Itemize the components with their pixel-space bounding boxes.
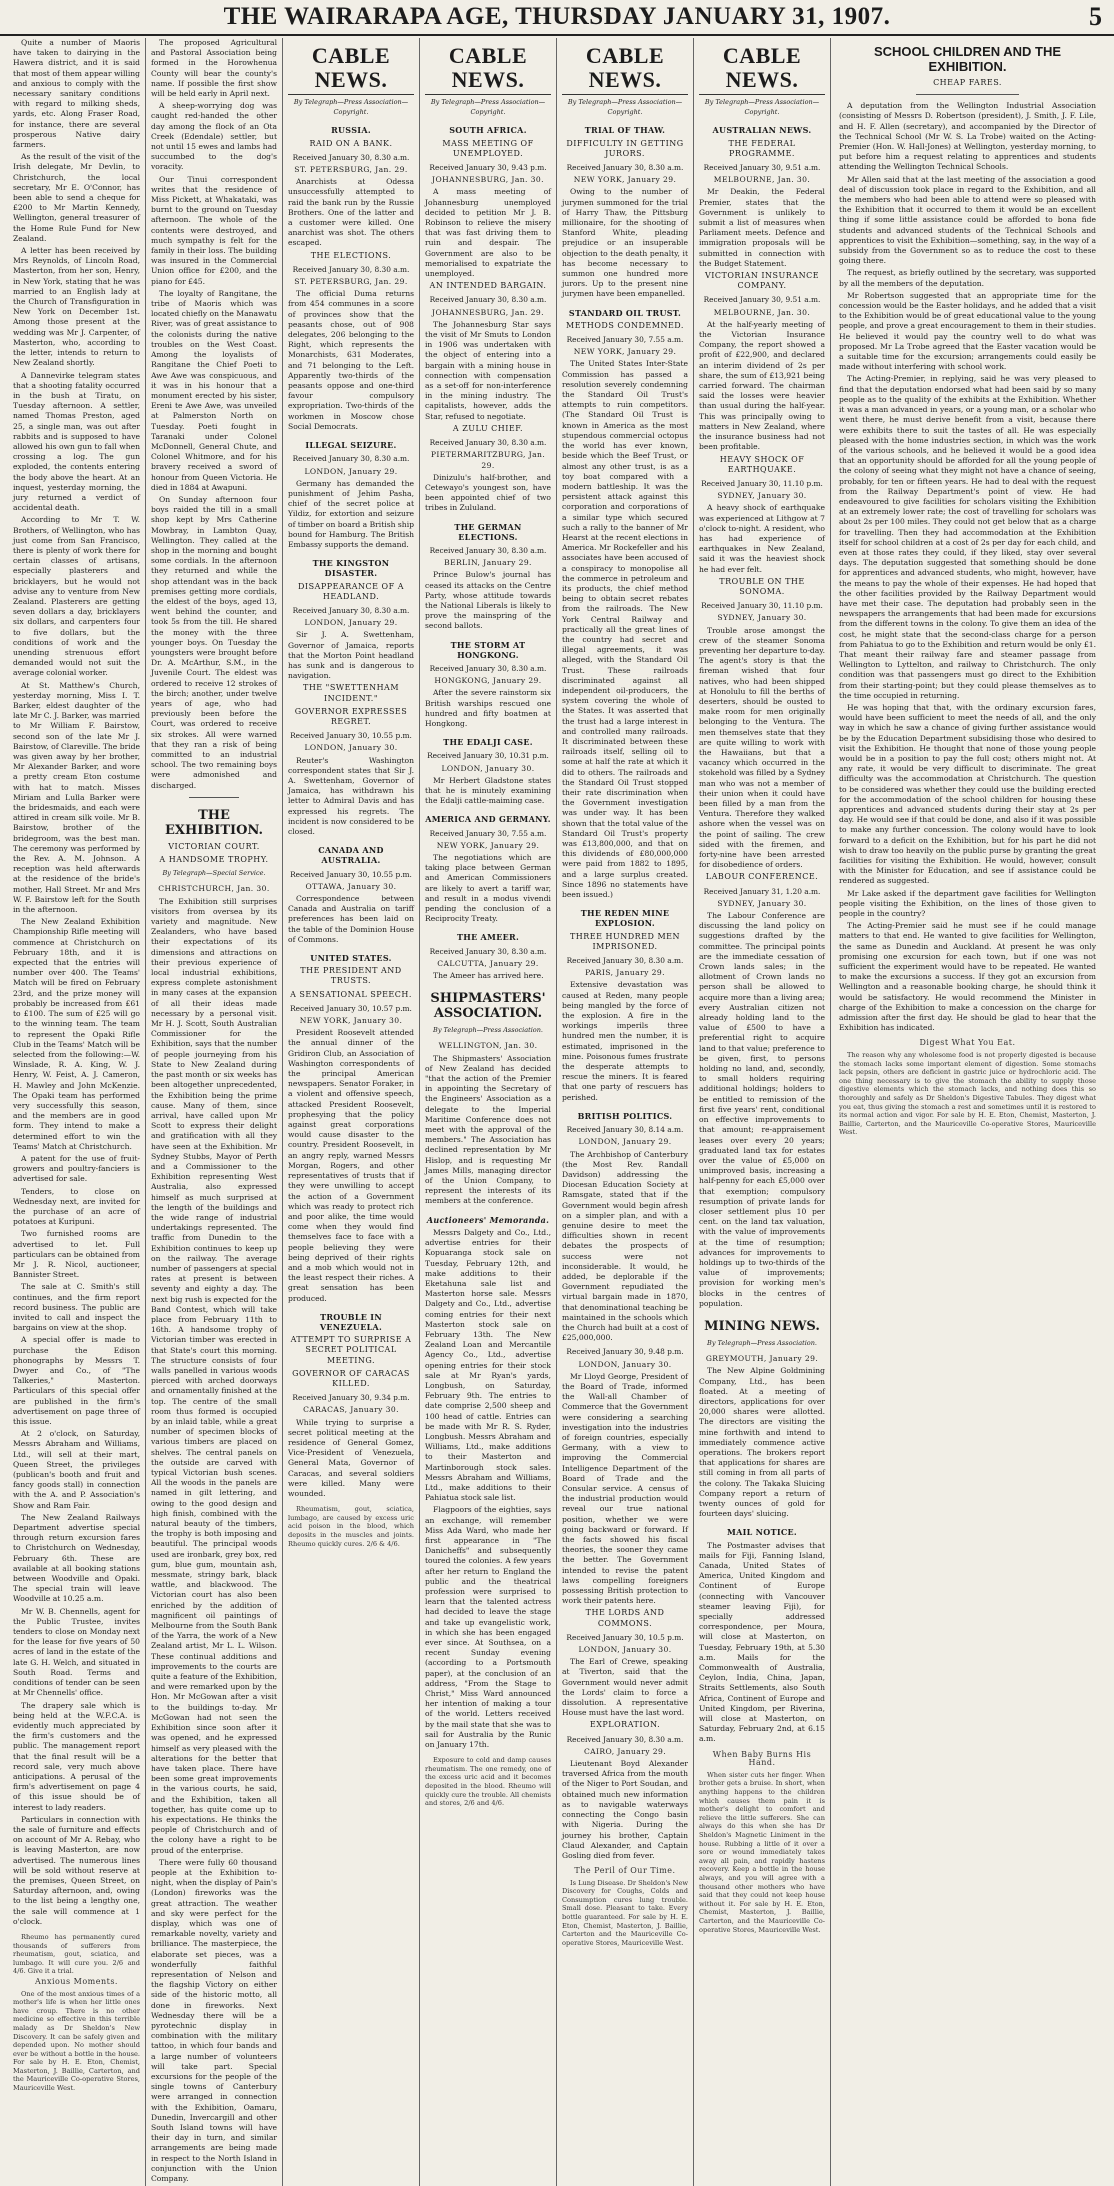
paragraph: The Acting-Premier said he must see if he could manage matters to that end. He wanted to give facilities for Wellington, the same as Dunedin and Auckland. At present he was only promising one excursion for each town, but if one was not sufficient the experiment would have to be repeated. He wanted to make the excursions a success. If they got an excursion from Wellington and a reasonable booking charge, he should think it would be satisfactory. He would recommend the Minister in charge of the Exhibition to make a concession on the charge for admission after the first day. He should be glad to hear that the Exhibition has indicated. — [839, 921, 1096, 1033]
section-heading: MINING NEWS. — [704, 1318, 820, 1334]
dateline: LONDON, January 29. — [304, 466, 398, 476]
paragraph: As the result of the visit of the Irish delegate, Mr Devlin, to Christchurch, the local secretary, Mr E. O'Connor, has been able to send a cheque for £200 to Mr Martin Kennedy, Wellington, general treasurer of the Home Rule Fund for New Zealand. — [13, 152, 140, 243]
subheading: ATTEMPT TO SURPRISE A SECRET POLITICAL MEETING. — [290, 1335, 412, 1365]
section-heading: THE KINGSTON DISASTER. — [312, 558, 390, 579]
section-heading: AMERICA AND GERMANY. — [425, 814, 551, 825]
paragraph: The Shipmasters' Association of New Zealand has decided "that the action of the Premier in appointing the Secretary of the Engineers' Association as a delegate to the Imperial Maritime Conference does not meet with the approval of the members." The Association has declined representation by Mr Hislop, and is requesting Mr James Mills, managing director of the Union Company, to represent the interests of its members at the conference. — [425, 1053, 551, 1206]
paragraph: A patent for the use of fruit-growers and poultry-fanciers is advertised for sale. — [13, 1153, 140, 1184]
subheading: A SENSATIONAL SPEECH. — [290, 989, 412, 999]
received-line: Received January 30, 8.30 a.m. — [292, 152, 410, 162]
paragraph: Owing to the number of jurymen summoned for the trial of Harry Thaw, the Pittsburg millionaire, for the shooting of Stanford White, pleading prejudice or an insuperable objection to the death penalty, it has become necessary to summon one hundred more jurors. Up to the present nine jurymen have been empanelled. — [562, 187, 688, 299]
advert — [288, 1505, 414, 1548]
advert-heading: Anxious Moments. — [35, 1976, 118, 1986]
section-heading: AUSTRALIAN NEWS. — [712, 125, 812, 136]
received-line: Received January 30, 10.31 p.m. — [427, 751, 549, 761]
paragraph: The Exhibition still surprises visitors from oversea by its variety and magnitude. New Zealanders, who have based their expectations of its dimensions and attractions on their previous experience of local industrial exhibitions, express complete astonishment in many cases at the expansion of all their ideas made necessary by a personal visit. Mr H. J. Scott, South Australian Commissioner for the Exhibition, says that the number of people journeying from his State to New Zealand during the past month or six weeks has been altogether unprecedented, the Exhibition being the prime cause. Many of them, since arrival, have called upon Mr Scott to express their delight and gratification with all they have seen at the Exhibition. Mr Sydney Stubbs, Mayor of Perth and a Commissioner to the Exhibition representing West Australia, also expressed himself as much surprised at the length of the buildings and the wide range of industrial undertakings represented. The traffic from Dunedin to the Exhibition continues to keep up on the railway. The average number of passengers at special rates at present is between seventy and eighty a day. The next big rush is expected for the Band Contest, which will take place from February 11th to 16th. A handsome trophy of Victorian timber was erected in that State's court this morning. The structure consists of four walls panelled in various woods pierced with arched doorways and ornamentally finished at the top. The centre of the small room thus formed is occupied by an inlaid table, while a great number of specimen blocks of various timbers are placed on shelves. The central panels on the outside are carved with typical Victorian bush scenes. All the woods in the panels are named in gilt lettering, and owing to the good design and high finish, combined with the natural beauty of the timbers, the trophy is both imposing and beautiful. The principal woods used are ironbark, grey box, red gum, blue gum, mountain ash, messmate, stringy bark, black wattle, and blackwood. The Victorian court has also been enriched by the addition of magnificent oil paintings of Melbourne from the South Bank of the Yarra, the work of a New Zealand artist, Mr L. L. Wilson. These continual additions and improvements to the courts are quite a feature of the Exhibition, and were remarked upon by the Hon. Mr McGowan after a visit to the buildings to-day. Mr McGowan had not seen the Exhibition since soon after it was opened, and he expressed himself as very pleased with the alterations for the better that have taken place. There have been some great improvements in the various courts, he said, and the Exhibition, taken all together, has quite come up to his expectations. He thinks the people of Christchurch and of the colony have a right to be proud of the enterprise. — [151, 896, 277, 1855]
received-line: Received January 30, 9.51 a.m. — [703, 295, 821, 305]
paragraph: Correspondence between Canada and Australia on tariff preferences has been laid on the table of the Dominion House of Commons. — [288, 894, 414, 944]
paragraph: The New Zealand Railways Department advertise special through return excursion fares to Christchurch on Wednesday, February 6th. These are available at all booking stations between Woodville and Opaki. The special train will leave Woodville at 10.25 a.m. — [13, 1512, 140, 1604]
paragraph: The Labour Conference are discussing the land policy on suggestions drafted by the committee. The principal points are the immediate cessation of Crown lands sales; in the allotment of Crown lands no person shall be allowed to acquire more than a living area; every Australian citizen not already holding land to the value of £500 to have a preferential right to acquire land to that value; preference to be given, first, to persons holding no land, and, secondly, to small holders requiring additional holdings; holders to be entitled to remission of the first five years' rent, conditional on effective improvements to that amount; re-appraisement leases over every 20 years; graduated land tax for estates over the value of £5,000 on unimproved basis, increasing a half-penny for each £5,000 over that exemption; compulsory resumption of private lands for closer settlement plus 10 per cent. on the land tax valuation, with the value of improvements at the time of resumption; advances for improvements to holdings up to two-thirds of the value of improvements; provision for working men's blocks in the centres of population. — [699, 911, 825, 1308]
dateline: OTTAWA, January 30. — [305, 881, 397, 891]
byline: By Telegraph—Special Service. — [162, 869, 266, 878]
paragraph: At St. Matthew's Church, yesterday morning, Miss I. T. Barker, eldest daughter of the late Mr C. J. Barker, was married to Mr William F. Bairstow, second son of the late Mr J. Bairstow, of Clareville. The bride was given away by her brother, Mr Alexander Barker, and wore a pretty cream Eton costume with hat to match. Misses Miriam and Lulla Barker were the bridesmaids, and each were attired in cream silk voile. Mr B. Bairstow, brother of the bridegroom, was the best man. The ceremony was performed by the Rev. A. M. Johnson. A reception was held afterwards at the residence of the bride's mother, Hall Street. Mr and Mrs W. F. Bairstow left for the South in the afternoon. — [13, 680, 140, 915]
column-1 — [8, 38, 145, 2186]
byline: By Telegraph—Press Association. — [707, 1338, 817, 1347]
byline: By Telegraph—Press Association—Copyright. — [293, 98, 409, 117]
paragraph: The official Duma returns from 454 communes in a score of provinces show that the peasants chose, out of 908 delegates, 206 belonging to the Right, which represents the Monarchists, 631 Moderates, and 71 belonging to the Left. Apparently two-thirds of the peasants oppose and one-third favour compulsory expropriation. Two-thirds of the workmen in Moscow chose Social Democrats. — [288, 289, 414, 431]
received-line: Received January 30, 10.55 p.m. — [290, 731, 412, 741]
dateline: ST. PETERSBURG, Jan. 29. — [294, 165, 408, 175]
paragraph: The Acting-Premier, in replying, said he was very pleased to find that the deputation endorsed what had been said by so many people as to the quality of the exhibits at the Exhibition. Whether it was a man advanced in years, or a young man, or a scholar who went there, he must derive benefit from a visit, because there were exhibits there to suit the tastes of all. He was especially pleased with the home industries section, in which was the work of the various schools, and he believed it would be a good idea that an opportunity should be afforded for all the young people of the colony of seeing what they might not have a chance of seeing, probably, for ten or fifteen years. He had to deal with the request from the Railway Department's point of view. He had endeavoured to give facilities for scholars visiting the Exhibition at an extremely lower rate; the cost of travelling for scholars was about 2s per 100 miles. They could not get below that as a charge for travelling. Then they had accommodation at the Exhibition itself for school children at a cost of 2s per day for each child, and even at those rates they could, if they liked, stay over several days. The deputation suggested that something should be done for apprentices and advanced students, who might, however, have the means to pay the whole of their expenses. He had hoped that the other facilities provided by the Railway Department would have met their case. The deputation had probably seen in the newspapers the arrangements that had been made for excursions from the different towns in the colony. To give them an idea of the cost, he might state that the second-class charge for a person from Pahiatua to go to the Exhibition and return would be only £1. That meant their railway fare and steamer passage from Wellington to Lyttelton, and railway to Christchurch. The only condition was that passengers must go direct to the Exhibition from their starting-point; but they could please themselves as to the time occupied in returning. — [839, 374, 1097, 700]
subheading: THE PRESIDENT AND TRUSTS. — [300, 966, 402, 986]
advert — [839, 1039, 1096, 1137]
subheading: TROUBLE ON THE SONOMA. — [719, 576, 805, 596]
received-line: Received January 30, 8.30 a.m. — [566, 163, 684, 173]
subheading: VICTORIAN INSURANCE COMPANY. — [704, 271, 820, 291]
dateline: LONDON, January 30. — [441, 763, 535, 773]
divider — [189, 797, 239, 798]
masthead — [0, 0, 1114, 36]
subheading: THE "SWETTENHAM INCIDENT." — [302, 683, 400, 703]
dateline: PIETERMARITZBURG, Jan. 29. — [430, 450, 546, 470]
section-heading: THE REDEN MINE EXPLOSION. — [580, 908, 670, 929]
advert — [425, 1756, 551, 1808]
received-line: Received January 30, 9.48 p.m. — [566, 1347, 684, 1357]
subheading: THE LORDS AND COMMONS. — [585, 1608, 665, 1628]
section-heading: ILLEGAL SEIZURE. — [305, 440, 397, 451]
dateline: NEW YORK, January 29. — [436, 840, 540, 850]
paragraph: The Postmaster advises that mails for Fiji, Fanning Island, Canada, United States of America, United Kingdom and Continent of Europe (connecting with Vancouver steamer leaving Fiji), for specially addressed correspondence, per Moura, will close at Masterton, on Tuesday, February 19th, at 5.30 a.m. Mails for the Commonwealth of Australia, Ceylon, India, China, Japan, Straits Settlements, also South Africa, Continent of Europe and United Kingdom, per Riverina, will close at Masterton, on Saturday, February 2nd, at 6.15 a.m. — [699, 1540, 825, 1744]
paragraph: There were fully 60 thousand people at the Exhibition to-night, when the display of Pain's (London) fireworks was the great attraction. The weather and sky were perfect for the display, which was one of remarkable novelty, variety and brilliance. The masterpiece, the elaborate set pieces, was a wonderfully faithful representation of Nelson and the flagship Victory on either side of the historic motto, all done in fireworks. Next Wednesday there will be a pyrotechnic display in combination with the military tattoo, in which four bands and a large number of volunteers will take part. Special excursions for the people of the single towns of Canterbury were arranged in connection with the Exhibition, Oamaru, Dunedin, Invercargill and other South Island towns will have their day in turn, and similar arrangements are being made in respect to the North Island in conjunction with the Union Company. — [151, 1857, 277, 2184]
subheading: METHODS CONDEMNED. — [566, 320, 684, 330]
dateline: NEW YORK, January 29. — [573, 347, 677, 357]
paragraph: Particulars in connection with the sale of furniture and effects on account of Mr A. Rebay, who is leaving Masterton, are now advertised. The numerous lines will be sold without reserve at the premises, Queen Street, on Saturday afternoon, and, owing to the list being a lengthy one, the sale will commence at 1 o'clock. — [13, 1814, 140, 1926]
advert — [699, 1751, 825, 1934]
paragraph: Two furnished rooms are advertised to let. Full particulars can be obtained from Mr J. R. Nicol, auctioneer, Bannister Street. — [13, 1229, 140, 1280]
paragraph: Prince Bulow's journal has ceased its attacks on the Centre Party, whose attitude towards the National Liberals is likely to prove the mainspring of the second ballots. — [425, 570, 551, 631]
dateline: GREYMOUTH, January 29. — [705, 1354, 819, 1364]
paragraph: The Archbishop of Canterbury (the Most Rev. Randall Davidson) addressing the Diocesan Education Society at Ramsgate, stated that if the Government would begin afresh on a simpler plan, and with a genuine desire to meet the difficulties shown in recent debates the prospects of success were not inconsiderable. It would, he added, be deplorable if the Government repudiated the virtual bargain made in 1870, that denominational teaching be maintained in the schools which the Church had built at a cost of £25,000,000. — [562, 1149, 688, 1343]
received-line: Received January 30, 8.30 a.m. — [429, 545, 547, 555]
advert-text: One of the most anxious times of a mother's life is when her little ones have croup. There is no other medicine so effective in this terrible malady as Dr Sheldon's New Discovery. It can be safely given and depended upon. No mother should ever be without a bottle in the house. For sale by H. E. Eton, Chemist, Masterton, J. Baillie, Carterton, and the Mauriceville Co-operative Stores, Mauriceville West. — [13, 1989, 140, 2093]
divider — [916, 94, 1019, 95]
paragraph: Mr Lake asked if the department gave facilities for Wellington people visiting the Exhibition, on the lines of those given to people in the country? — [839, 888, 1096, 919]
received-line: Received January 30, 9.34 p.m. — [292, 1393, 410, 1403]
cable-news-heading: CABLE NEWS. — [288, 44, 414, 95]
dateline: ST. PETERSBURG, Jan. 29. — [294, 277, 408, 287]
dateline: PARIS, January 29. — [585, 968, 665, 978]
section-heading: SOUTH AFRICA. — [449, 125, 527, 136]
received-line: Received January 30, 9.51 a.m. — [703, 163, 821, 173]
dateline: NEW YORK, January 30. — [299, 1016, 403, 1026]
article-headline: SCHOOL CHILDREN AND THE EXHIBITION. — [873, 44, 1062, 74]
paragraph: Anarchists at Odessa unsuccessfully attempted to raid the bank run by the Russie Brothers. One of the latter and a customer were killed. One anarchist was shot. The others escaped. — [288, 177, 414, 248]
paragraph: Lieutenant Boyd Alexander traversed Africa from the mouth of the Niger to Port Soudan, and obtained much new information as to navigable waterways connecting the Congo basin with Nigeria. During the journey his brother, Captain Claud Alexander, and Captain Gosling died from fever. — [562, 1759, 688, 1860]
subheading: A ZULU CHIEF. — [452, 423, 524, 433]
subheading: GOVERNOR OF CARACAS KILLED. — [292, 1368, 410, 1388]
section-heading: THE EDALJI CASE. — [443, 737, 533, 748]
advert-text: The reason why any wholesome food is not properly digested is because the stomach lacks some important element of digestion. Some stomachs lack pepsin, others are deficient in gastric juice or hydrochloric acid. The one thing necessary is to give the stomach the ability to supply those digestive elements which the stomach lacks, and nothing does this so thoroughly and safely as Dr Sheldon's Digestive Tabules. They digest what you eat, thus giving the stomach a rest and sometimes until it is restored to its normal action and vigor. For sale by H. E. Eton, Chemist, Masterton, J. Baillie, Carterton, and the Mauriceville Co-operative Stores, Mauriceville West. — [839, 1051, 1096, 1137]
paragraph: Reuter's Washington correspondent states that Sir J. A. Swettenham, Governor of Jamaica, has withdrawn his letter to Admiral Davis and has expressed his regrets. The incident is now considered to be closed. — [288, 755, 414, 836]
paragraph: A sheep-worrying dog was caught red-handed the other day among the flock of an Ota Creek (Edendale) settler, but not until 15 ewes and lambs had succumbed to the dog's voracity. — [151, 101, 277, 172]
advert-text: Is Lung Disease. Dr Sheldon's New Discovery for Coughs, Colds and Consumption cures lung trouble. Small dose. Pleasant to take. Every bottle guaranteed. For sale by H. E. Eton, Chemist, Masterton, J. Baillie, Carterton and the Mauriceville Co-operative Stores, Mauriceville West. — [562, 1878, 688, 1947]
paragraph: Tenders, to close on Wednesday next, are invited for the purchase of an acre of potatoes at Kuripuni. — [13, 1186, 140, 1227]
paragraph: The Johannesburg Star says the visit of Mr Smuts to London in 1906 was undertaken with the object of entering into a bargain with a mining house in connection with compensation as a set-off for non-interference in the mining industry. The capitalists, however, adds the Star, refused to negotiate. — [425, 319, 551, 421]
paragraph: Mr Robertson suggested that an appropriate time for the concession would be the Easter holidays, and he added that a visit to the Exhibition would be of great educational value to the young people, and prove a great encouragement to them in their studies. He believed it would pay the country well to do what was proposed. Mr La Trobe agreed that the Easter vacation would be a suitable time for the excursion; arrangements could easily be made without interfering with school work. — [839, 290, 1096, 372]
dateline: LONDON, January 29. — [304, 618, 398, 628]
section-heading: STANDARD OIL TRUST. — [568, 307, 682, 318]
paragraph: The United States Inter-State Commission has passed a resolution severely condemning the Standard Oil Trust's attempts to ruin competitors. (The Standard Oil Trust is known in America as the most stupendous commercial octopus the world has ever known, beside which the Beef Trust, or almost any other trust, is as a toy boat compared with a modern battleship. It was the persistent attack against this corporation and corporations of a similar type which secured such a rally to the banner of Mr Hearst at the recent elections in America. Mr Rockefeller and his associates have been accused of a conspiracy to monopolise all the commerce in petroleum and its products, the chief method being to obtain secret rebates from the railroads. The New York Central Railway and practically all the great lines of the country had secret and illegal agreements, it was alleged, with the Standard Oil Trust. These railroads discriminated against all independent oil-producers, the system covering the whole of the States. It was asserted that the trust had a large interest in and controlled many railroads. It discriminated between these railroads itself, selling oil to some at half the rate at which it did to others. The railroads and the Standard Oil Trust stopped their rate discrimination when the Government investigation was under way. It has been shown that the total value of the Standard Oil Trust's property was £13,800,000, and that on this dividends of £80,000,000 were paid from 1882 to 1895, and a large surplus created. Since 1896 no statements have been issued.) — [562, 359, 688, 900]
cable-news-heading: CABLE NEWS. — [699, 44, 825, 95]
section-heading: BRITISH POLITICS. — [577, 1110, 673, 1121]
section-heading: UNITED STATES. — [310, 953, 392, 964]
paragraph: The New Zealand Exhibition Championship Rifle meeting will commence at Christchurch on February 18th, and it is expected that the entries will number over 400. The Teams' Match will be fired on February 23rd, and the prize money will probably be increased from £61 to £100. The sum of £25 will go to the winning team. The team to represent the Opaki Rifle Club in the Teams' Match will be selected from the following:—W. Winslade, R. A. King, W. J. Henry, W. Feist, A. J. Cameron, H. Mawley and John McKenzie. The Opaki team has performed very successfully this season, and the members are in good form. They intend to make a determined effort to win the Teams' Match at Christchurch. — [13, 917, 140, 1151]
paragraph: At the half-yearly meeting of the Victorian Insurance Company, the report showed a profit of £22,900, and declared an interim dividend of 2s per share, the sum of £13,921 being carried forward. The chairman said the losses were heavier than usual during the half-year. This was principally owing to matters in New Zealand, where the insurance business had not been profitable. — [699, 319, 825, 452]
paragraph: After the severe rainstorm six British warships rescued one hundred and fifty boatmen at Hongkong. — [425, 688, 551, 728]
page-number: 5 — [1089, 2, 1102, 31]
received-line: Received January 30, 10.55 p.m. — [290, 869, 412, 879]
dateline: LONDON, January 30. — [578, 1645, 672, 1655]
subheading: DIFFICULTY IN GETTING JURORS. — [566, 138, 684, 158]
paragraph: A special offer is made to purchase the Edison phonographs by Messrs T. Dwyer and Co., of "The Talkeries," Masterton. Particulars of this special offer are published in the firm's advertisement on page three of this issue. — [13, 1335, 140, 1427]
paragraph: A mass meeting of Johannesburg unemployed decided to petition Mr J. B. Robinson to relieve the misery that was fast driving them to ruin and despair. The Government are also to be memorialised to expatriate the unemployed. — [425, 187, 551, 279]
section-heading: SHIPMASTERS' ASSOCIATION. — [430, 991, 546, 1022]
subheading: GOVERNOR EXPRESSES REGRET. — [294, 706, 408, 726]
received-line: Received January 31, 1.20 a.m. — [703, 886, 821, 896]
section-heading: TRIAL OF THAW. — [584, 125, 666, 136]
paragraph: A heavy shock of earthquake was experienced at Lithgow at 7 o'clock to-night. A resident, who has had experience of earthquakes in New Zealand, said it was the heaviest shock he had ever felt. — [699, 503, 825, 574]
advert-text: When sister cuts her finger. When brother gets a bruise. In short, when anything happens to the children which causes them pain it is mother's delight to comfort and relieve the little sufferers. She can always do this when she has Dr Sheldon's Magnetic Liniment in the house. Rubbing a little of it over a sore or wound immediately takes away all pain, and rapidly hastens recovery. Keep a bottle in the house always, and you will agree with a thousand other mothers who have said that they could not keep house without it. For sale by H. E. Eton, Chemist, Masterton, J. Baillie, Carterton, and the Mauriceville Co-operative Stores, Mauriceville West. — [699, 1770, 825, 1934]
received-line: Received January 30, 8.30 a.m. — [429, 946, 547, 956]
byline: By Telegraph—Press Association—Copyright. — [430, 98, 546, 117]
dateline: CALCUTTA, January 29. — [437, 958, 539, 968]
dateline: WELLINGTON, Jan. 30. — [438, 1041, 538, 1051]
byline: By Telegraph—Press Association—Copyright. — [704, 98, 820, 117]
dateline: LONDON, January 30. — [304, 743, 398, 753]
dateline: SYDNEY, January 30. — [717, 491, 807, 501]
section-heading: THE GERMAN ELECTIONS. — [454, 521, 522, 542]
paragraph: Mr Herbert Gladstone states that he is minutely examining the Edalji cattle-maiming case. — [425, 775, 551, 806]
paragraph: Mr Allen said that at the last meeting of the association a good deal of discussion took place in regard to the Exhibition, and all the members who had been able to attend were so pleased with the Exhibition that it occurred to them it would be an excellent thing if some little assistance could be afforded to bona fide students and advanced students of the Technical Schools and apprentices to visit the Exhibition—something, say, in the way of a subsidy from the Government so as to reduce the cost to these going there. — [839, 174, 1096, 266]
dateline: NEW YORK, January 29. — [573, 175, 677, 185]
received-line: Received January 30, 7.55 a.m. — [566, 335, 684, 345]
paragraph: A letter has been received by Mrs Reynolds, of Lincoln Road, Masterton, from her son, Henry, in New York, stating that he was married to an English lady at the Church of Transfiguration in New York on December 1st. Among those present at the wedding was Mr J. Carpenter, of Masterton, who, according to the letter, intends to return to New Zealand shortly. — [13, 246, 140, 368]
received-line: Received January 30, 8.14 a.m. — [566, 1125, 684, 1135]
paragraph: The loyalty of Rangitane, the tribe of Maoris which was located chiefly on the Manawatu River, was of great assistance to the colonists during the native troubles on the West Coast. Among the loyalists of Rangitane the Chief Poeti to Awe Awe was conspicuous, and it was in his honour that a monument erected by his sister, Ereni te Awe Awe, was unveiled at Palmerston North on Tuesday. Poeti fought in Taranaki under Colonel McDonnell, General Chute, and Colonel Whitmore, and for his bravery received a sword of honour from Queen Victoria. He died in 1884 at Awapuni. — [151, 288, 277, 492]
dateline: BERLIN, January 29. — [444, 558, 532, 568]
paragraph: Messrs Dalgety and Co., Ltd., advertise entries for their Kopuaranga stock sale on Tuesday, February 12th, and make additions to their Eketahuna sale list and Masterton horse sale. Messrs Dalgety and Co., Ltd., advertise coming entries for their next Masterton stock sale on February 13th. The New Zealand Loan and Mercantile Agency Co., Ltd., advertise opening entries for their stock sale at Mr Ryan's yards, Longbush, on Saturday, February 9th. The entries to date comprise 2,500 sheep and 100 head of cattle. Entries can be made with Mr R. S. Ryder, Longbush. Messrs Abraham and Williams, Ltd., make additions to their Masterton and Martinborough stock sales. Messrs Abraham and Williams, Ltd., make additions to their Pahiatua stock sale list. — [425, 1227, 551, 1503]
received-line: Received January 30, 8.30 a.m. — [292, 605, 410, 615]
advert — [13, 1933, 140, 2093]
received-line: Received January 30, 9.43 p.m. — [429, 163, 547, 173]
paragraph: Germany has demanded the punishment of Jehim Pasha, chief of the secret police at Yildiz, for extortion and seizure of timber on board a British ship bound for Hamburg. The British Embassy supports the demand. — [288, 478, 414, 549]
advert-text: Rheumatism, gout, sciatica, lumbago, are caused by excess uric acid poison in the blood, which deposits in the muscles and joints. Rheumo quickly cures. 2/6 & 4/6. — [288, 1505, 414, 1548]
paragraph: A Dannevirke telegram states that a shooting fatality occurred in the bush at Tiratu, on Tuesday afternoon. A settler, named Thomas Preston, aged 25, a single man, was out after rabbits and is supposed to have allowed his own gun to fall when crossing a log. The gun exploded, the contents entering the body above the heart. At an inquest, yesterday morning, the jury returned a verdict of accidental death. — [13, 370, 140, 513]
paragraph: He was hoping that that, with the ordinary excursion fares, would have been sufficient to meet the needs of all, and the only way in which he saw a chance of giving further assistance would be by the Education Department subsidising those who desired to visit the Exhibition. He thought that none of those young people would be in a position to pay the full cost; others might not. At any rate, it would be very difficult to discriminate. The great difficulty was the accommodation at Christchurch. The question to be considered was whether they could use the building erected for the accommodation of the school children for housing these apprentices and advanced students during their stay at 2s per day. He would see if that could be done, and also if it was possible to make any further concession. The colony would have to look forward to a deficit on the Exhibition, but for his part he did not wish to draw too heavily on the public purse by granting the great facilities for visiting the Exhibition. He would, however, consult with the Minister for Education, and see if assistance could be rendered as suggested. — [839, 702, 1096, 886]
dateline: CHRISTCHURCH, Jan. 30. — [158, 884, 270, 894]
received-line: Received January 30, 8.30 a.m. — [566, 1734, 684, 1744]
paragraph: The drapery sale which is being held at the W.F.C.A. is evidently much appreciated by the firm's customers and the public. The management report that the final result will be a record sale, very much above anticipations. A perusal of the firm's advertisement on page 4 of this issue should be of interest to lady readers. — [13, 1700, 140, 1812]
paragraph: On Sunday afternoon four boys raided the till in a small shop kept by Mrs Catherine Mowbray, in Lambton Quay, Wellington. They called at the shop in the morning and bought some cordials. In the afternoon they returned and while the shop attendant was in the back premises getting more cordials, the eldest of the boys, aged 13, went behind the counter, and took 5s from the till. He shared the money with the three younger boys. On Tuesday the youngsters were brought before Dr. A. McArthur, S.M., in the Juvenile Court. The eldest was ordered to receive 12 strokes of the birch; another, under twelve years of age, who had previously been before the Court, was ordered to receive six strokes. All were warned that they ran a risk of being committed to an industrial school. The two remaining boys were admonished and discharged. — [151, 494, 277, 790]
dateline: SYDNEY, January 30. — [717, 613, 807, 623]
paragraph: Mr W. B. Chennells, agent for the Public Trustee, invites tenders to close on Monday next for the lease for five years of 50 acres of land in the estate of the late G. H. Welch, and situated in South Road. Terms and conditions of tender can be seen at Mr Chennells' office. — [13, 1606, 140, 1698]
subheading: THE ELECTIONS. — [310, 250, 392, 260]
advert-text: Exposure to cold and damp causes rheumatism. The one remedy, one of the excess uric acid and it becomes deposited in the blood. Rheumo will quickly cure the trouble. All chemists and stores, 2/6 and 4/6. — [425, 1756, 551, 1808]
section-heading: CANADA AND AUSTRALIA. — [318, 845, 384, 866]
column-7 — [830, 38, 1104, 2186]
column-6 — [693, 38, 830, 2186]
dateline: MELBOURNE, Jan. 30. — [713, 175, 811, 185]
section-heading: THE STORM AT HONGKONG. — [450, 639, 526, 660]
paragraph: The Ameer has arrived here. — [433, 971, 544, 981]
subheading: EXPLORATION. — [589, 1720, 661, 1730]
subheading: DISAPPEARANCE OF A HEADLAND. — [298, 581, 404, 601]
paragraph: A deputation from the Wellington Industrial Association (consisting of Messrs D. Robertson (president), J. Smith, J. F. Lile, and H. F. Allen (secretary), and accompanied by the Director of the Technical School (Mr W. S. La Trobe) waited on the Acting-Premier (Hon. W. Hall-Jones) at Wellington, yesterday morning, to put before him a request relating to apprentices and students attending the Wellington Technical Schools. — [839, 101, 1096, 172]
received-line: Received January 30, 11.10 p.m. — [701, 601, 823, 611]
section-heading: TROUBLE IN VENEZUELA. — [319, 1311, 383, 1332]
subheading: THE FEDERAL PROGRAMME. — [728, 138, 796, 158]
columns — [8, 38, 1108, 2184]
received-line: Received January 30, 8.30 a.m. — [429, 438, 547, 448]
received-line: Received January 30, 8.30 a.m. — [292, 454, 410, 464]
received-line: Received January 30, 7.55 a.m. — [429, 828, 547, 838]
received-line: Received January 30, 8.30 a.m. — [292, 264, 410, 274]
dateline: SYDNEY, January 30. — [717, 898, 807, 908]
paragraph: Mr Lloyd George, President of the Board of Trade, informed the Wall-all Chamber of Commerce that the Government were considering a searching investigation into the industries of foreign countries, especially Germany, with a view to improving the Commercial Intelligence Department of the Board of Trade and the Consular service. A census of the industrial production would reveal our true national position, whether we were going backward or forward. If the facts showed his fiscal theories, the sooner they came the better. The Government intended to revise the patent laws compelling foreigners possessing British protection to work their patents here. — [562, 1371, 688, 1606]
subheading: THREE HUNDRED MEN IMPRISONED. — [569, 931, 681, 951]
section-heading: RUSSIA. — [331, 125, 371, 136]
paragraph: The proposed Agricultural and Pastoral Association being formed in the Horowhenua County will bear the county's name. If possible the first show will be held early in April next. — [151, 38, 277, 99]
paragraph: Trouble arose amongst the crew of the steamer Sonoma preventing her departure to-day. The agent's story is that the fireman wished that four natives, who had been shipped at Honolulu to fill the berths of deserters, should be ousted to make room for men originally belonging to the Ventura. The men themselves state that they are quite willing to work with the Hawaiians, but that a vacancy which occurred in the stokehold was filled by a Sydney man who was not a member of their union when it could have been filled by a man from the Ventura. Therefore they walked ashore when the vessel was on the point of sailing. The crew sided with the firemen, and forty-nine have been arrested for disobedience of orders. — [699, 625, 825, 870]
advert-heading: Digest What You Eat. — [919, 1038, 1016, 1048]
subheading: A HANDSOME TROPHY. — [159, 855, 269, 865]
byline: By Telegraph—Press Association—Copyright. — [567, 98, 683, 117]
paragraph: Extensive devastation was caused at Reden, many people being mangled by the force of the explosion. A fire in the workings imperils three hundred men the number, it is estimated, imprisoned in the mine. Poisonous fumes frustrate the desperate attempts to rescue the miners. It is feared that one party of rescuers has perished. — [562, 980, 688, 1102]
subheading: AN INTENDED BARGAIN. — [429, 281, 547, 291]
paragraph: The Earl of Crewe, speaking at Tiverton, said that the Government would never admit the Lords' claim to force a dissolution. A representative House must have the last word. — [562, 1657, 688, 1718]
subheading: CHEAP FARES. — [933, 78, 1002, 87]
dateline: LONDON, January 30. — [578, 1359, 672, 1369]
advert — [562, 1867, 688, 1947]
dateline: LONDON, January 29. — [578, 1137, 672, 1147]
paragraph: The New Alpine Goldmining Company, Ltd., has been floated. At a meeting of directors, applications for over 20,000 shares were allotted. The directors are visiting the mine forthwith and intend to immediately commence active operations. The brokers report that applications for shares are still coming in from all parts of the colony. The Takaka Sluicing Company report a return of twenty ounces of gold for fourteen days' sluicing. — [699, 1366, 825, 1519]
received-line: Received January 30, 8.30 a.m. — [566, 956, 684, 966]
subheading: MASS MEETING OF UNEMPLOYED. — [442, 138, 534, 158]
advert-heading: The Peril of Our Time. — [574, 1866, 676, 1876]
paragraph: Sir J. A. Swettenham, Governor of Jamaica, reports that the Morton Point headland has sunk and is dangerous to navigation. — [288, 630, 414, 681]
paragraph: The request, as briefly outlined by the secretary, was supported by all the members of the deputation. — [839, 268, 1096, 288]
received-line: Received January 30, 10.57 p.m. — [290, 1003, 412, 1013]
cable-news-heading: CABLE NEWS. — [562, 44, 688, 95]
paragraph: At 2 o'clock, on Saturday, Messrs Abraham and Williams, Ltd., will sell at their mart, Queen Street, the privileges (publican's booth and fruit and fancy goods stall) in connection with the A. and P. Association's Show and Ram Fair. — [13, 1429, 140, 1510]
dateline: MELBOURNE, Jan. 30. — [713, 307, 811, 317]
column-2 — [145, 38, 282, 2186]
dateline: CAIRO, January 29. — [583, 1746, 667, 1756]
advert-heading: When Baby Burns His Hand. — [712, 1749, 812, 1768]
paragraph: The sale at C. Smith's still continues, and the firm report record business. The public are invited to call and inspect the bargains on view at the shop. — [13, 1282, 140, 1333]
section-heading: MAIL NOTICE. — [726, 1527, 798, 1538]
paragraph: Flagpoors of the eighties, says an exchange, will remember Miss Ada Ward, who made her first appearance in "The Danicheffs" and subsequently toured the colonies. A few years after her return to England the public and the theatrical profession were surprised to learn that the talented actress had decided to leave the stage and take up evangelistic work, in which she has been engaged ever since. At Southsea, on a recent Sunday evening (according to a Portsmouth paper), at the conclusion of an address, "From the Stage to Christ," Miss Ward announced her intention of making a tour of the world. Letters received by the mail state that she was to sail for Australia by the Runic on January 17th. — [425, 1505, 551, 1750]
dateline: JOHANNESBURG, Jan. 29. — [432, 307, 544, 317]
column-3 — [282, 38, 419, 2186]
received-line: Received January 30, 8.30 a.m. — [429, 295, 547, 305]
subheading: RAID ON A BANK. — [309, 138, 393, 148]
subheading: VICTORIAN COURT. — [168, 841, 260, 851]
dateline: CARACAS, January 30. — [303, 1405, 399, 1415]
dateline: HONGKONG, January 29. — [434, 676, 542, 686]
paragraph: President Roosevelt attended the annual dinner of the Gridiron Club, an Association of Washington correspondents of the principal American newspapers. Senator Foraker, in a violent and offensive speech, attacked President Roosevelt, prophesying that the policy against great corporations would cause disaster to the country. President Roosevelt, in an angry reply, warned Messrs Morgan, Rogers, and other representatives of trusts that if they were unwilling to accept the action of a Government which was ready to protect rich and poor alike, the time would come when they would find themselves face to face with a people believing they were being deprived of their rights and a mob which would not in the least respect their riches. A great sensation has been produced. — [288, 1028, 414, 1303]
section-heading: Auctioneers' Memoranda. — [426, 1214, 550, 1225]
paragraph: Mr Deakin, the Federal Premier, states that the Government is unlikely to submit a list of measures when Parliament meets. Defence and immigration proposals will be submitted in connection with the Budget Statement. — [699, 187, 825, 268]
paragraph: Quite a number of Maoris have taken to dairying in the Hawera district, and it is said that most of them appear willing and anxious to comply with the necessary sanitary conditions with regard to milking sheds, yards, etc. Along Fraser Road, for instance, there are several prosperous Native dairy farmers. — [13, 38, 140, 150]
received-line: Received January 30, 8.30 a.m. — [429, 663, 547, 673]
paragraph: Dinizulu's half-brother, and Cetewayo's youngest son, have been appointed chief of two tribes in Zululand. — [425, 472, 551, 513]
cable-news-heading: CABLE NEWS. — [425, 44, 551, 95]
dateline: JOHANNESBURG, Jan. 30. — [432, 175, 544, 185]
paragraph: The negotiations which are taking place between German and American Commissioners are likely to avert a tariff war, and result in a modus vivendi pending the conclusion of a Reciprocity Treaty. — [425, 853, 551, 924]
subheading: LABOUR CONFERENCE. — [705, 872, 819, 882]
section-heading: THE EXHIBITION. — [164, 807, 264, 838]
column-5 — [556, 38, 693, 2186]
received-line: Received January 30, 11.10 p.m. — [701, 478, 823, 488]
paragraph: While trying to surprise a secret political meeting at the residence of General Gomez, Vice-President of Venezuela, General Mata, Governor of Caracas, and several soldiers were killed. Many were wounded. — [288, 1417, 414, 1498]
paragraph: According to Mr T. W. Brothers, of Wellington, who has just come from San Francisco, there is plenty of work there for certain classes of artisans, especially plasterers and bricklayers, but he would not advise any to venture from New Zealand. Plasterers are getting seven dollars a day, bricklayers six dollars, and carpenters four to five dollars, but the conditions of work and the unending strenuous effort demanded would not suit the average colonial worker. — [13, 515, 140, 678]
received-line: Received January 30, 10.5 p.m. — [566, 1632, 684, 1642]
section-heading: THE AMEER. — [456, 932, 520, 943]
advert-text: Rheumo has permanently cured thousands of sufferers from rheumatism, gout, sciatica, and lumbago. It will cure you. 2/6 and 4/6. Give it a trial. — [13, 1932, 140, 1976]
column-4 — [419, 38, 556, 2186]
byline: By Telegraph—Press Association. — [433, 1026, 543, 1035]
paragraph: Our Tinui correspondent writes that the residence of Miss Pickett, at Whakataki, was burnt to the ground on Tuesday afternoon. The whole of the contents were destroyed, and much sympathy is felt for the family in their loss. The building was insured in the Commercial Union office for £200, and the piano for £45. — [151, 174, 277, 286]
subheading: HEAVY SHOCK OF EARTHQUAKE. — [719, 454, 805, 474]
masthead-title: THE WAIRARAPA AGE, THURSDAY JANUARY 31, 1907. — [223, 3, 891, 30]
